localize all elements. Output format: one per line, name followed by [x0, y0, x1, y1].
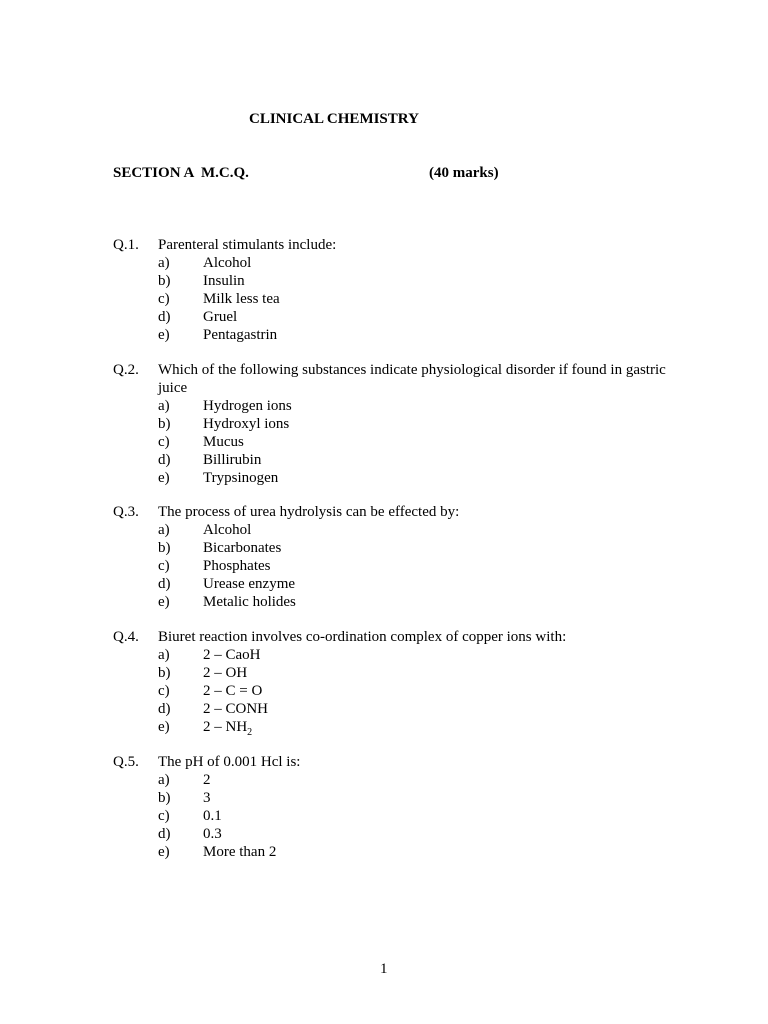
question-row [113, 236, 673, 254]
option-text [203, 575, 295, 593]
option-letter: e) [158, 327, 170, 343]
answer-option [158, 415, 673, 433]
option-text-main: Phosphates [203, 558, 271, 574]
option-letter: e) [158, 470, 170, 486]
option-text-main: 0.1 [203, 808, 222, 824]
question-text: Biuret reaction involves co-ordination complex of copper ions with: [158, 629, 567, 645]
answer-option [158, 557, 673, 575]
option-text [203, 326, 277, 344]
option-text [203, 254, 251, 272]
option-text-main: Hydroxyl ions [203, 416, 290, 432]
question-block [113, 628, 673, 742]
option-letter: a) [158, 647, 170, 663]
option-letter: b) [158, 540, 171, 556]
answer-option [158, 539, 673, 557]
answer-option [158, 397, 673, 415]
option-text-main: Mucus [203, 434, 244, 450]
question-number: Q.3. [113, 504, 139, 520]
option-letter: d) [158, 309, 171, 325]
question-block [113, 236, 673, 344]
option-letter: c) [158, 683, 170, 699]
option-list [158, 646, 673, 742]
option-letter: d) [158, 452, 171, 468]
question-number: Q.1. [113, 237, 139, 253]
option-text [203, 539, 281, 557]
option-letter: b) [158, 665, 171, 681]
question-number: Q.4. [113, 629, 139, 645]
option-text [203, 682, 262, 700]
answer-option [158, 771, 673, 789]
option-text [203, 789, 211, 807]
option-text-main: Gruel [203, 309, 238, 325]
option-text [203, 843, 276, 861]
answer-option [158, 718, 673, 742]
option-text-main: More than 2 [203, 844, 277, 860]
answer-option [158, 272, 673, 290]
option-text [203, 415, 289, 433]
option-text-main: Urease enzyme [203, 576, 296, 592]
option-text-main: 2 – OH [203, 665, 248, 681]
option-text [203, 771, 211, 789]
option-letter: a) [158, 255, 170, 271]
option-text [203, 272, 245, 290]
option-text [203, 521, 251, 539]
question-row [113, 753, 673, 771]
option-letter: e) [158, 594, 170, 610]
option-text-main: Milk less tea [203, 291, 280, 307]
option-text-main: Trypsinogen [203, 470, 279, 486]
question-text: The process of urea hydrolysis can be effected by: [158, 504, 460, 520]
option-text [203, 700, 268, 718]
option-letter: c) [158, 434, 170, 450]
section-label: SECTION A M.C.Q. [113, 165, 249, 181]
option-letter: a) [158, 398, 170, 414]
option-text [203, 825, 222, 843]
answer-option [158, 789, 673, 807]
option-letter: b) [158, 416, 171, 432]
answer-option [158, 521, 673, 539]
option-text-main: 2 – C = O [203, 683, 263, 699]
document-title: CLINICAL CHEMISTRY [249, 111, 419, 127]
answer-option [158, 807, 673, 825]
option-text-main: 2 – CaoH [203, 647, 261, 663]
option-letter: d) [158, 576, 171, 592]
option-text [203, 469, 278, 487]
option-text-main: Bicarbonates [203, 540, 282, 556]
option-text-main: Pentagastrin [203, 327, 278, 343]
option-text [203, 557, 271, 575]
answer-option [158, 646, 673, 664]
answer-option [158, 825, 673, 843]
question-text: Parenteral stimulants include: [158, 237, 337, 253]
option-text-main: 3 [203, 790, 211, 806]
option-text-main: Alcohol [203, 255, 252, 271]
question-text: Which of the following substances indicate physiological disorder if found in gastric juice [158, 362, 666, 396]
question-text: The pH of 0.001 Hcl is: [158, 754, 301, 770]
option-letter: e) [158, 719, 170, 735]
question-row [113, 628, 673, 646]
option-letter: a) [158, 772, 170, 788]
answer-option [158, 575, 673, 593]
option-list [158, 397, 673, 487]
answer-option [158, 451, 673, 469]
question-row [113, 361, 673, 397]
option-letter: c) [158, 558, 170, 574]
answer-option [158, 254, 673, 272]
option-list [158, 521, 673, 611]
option-letter: a) [158, 522, 170, 538]
option-text [203, 290, 280, 308]
option-text [203, 646, 261, 664]
option-text [203, 807, 222, 825]
option-text [203, 397, 292, 415]
option-text-main: 2 – CONH [203, 701, 269, 717]
question-number: Q.2. [113, 362, 139, 378]
answer-option [158, 326, 673, 344]
page-number: 1 [380, 961, 388, 977]
option-letter: d) [158, 701, 171, 717]
question-block [113, 361, 673, 487]
answer-option [158, 664, 673, 682]
option-letter: c) [158, 291, 170, 307]
option-list [158, 254, 673, 344]
option-text-main: 0.3 [203, 826, 222, 842]
option-letter: b) [158, 273, 171, 289]
option-text [203, 718, 252, 742]
answer-option [158, 700, 673, 718]
answer-option [158, 682, 673, 700]
option-text [203, 308, 237, 326]
question-block [113, 753, 673, 861]
question-row [113, 503, 673, 521]
option-list [158, 771, 673, 861]
option-letter: e) [158, 844, 170, 860]
option-letter: d) [158, 826, 171, 842]
option-text [203, 433, 244, 451]
option-letter: b) [158, 790, 171, 806]
option-text [203, 664, 247, 682]
answer-option [158, 308, 673, 326]
option-text [203, 451, 261, 469]
option-text-main: 2 – NH [203, 719, 248, 735]
option-text-main: Billirubin [203, 452, 262, 468]
answer-option [158, 290, 673, 308]
answer-option [158, 593, 673, 611]
option-subscript: 2 [247, 727, 253, 738]
question-block [113, 503, 673, 611]
option-letter: c) [158, 808, 170, 824]
option-text-main: Metalic holides [203, 594, 296, 610]
answer-option [158, 433, 673, 451]
option-text-main: Insulin [203, 273, 245, 289]
answer-option [158, 843, 673, 861]
answer-option [158, 469, 673, 487]
section-marks: (40 marks) [429, 165, 499, 181]
option-text-main: 2 [203, 772, 211, 788]
option-text [203, 593, 296, 611]
option-text-main: Alcohol [203, 522, 252, 538]
question-number: Q.5. [113, 754, 139, 770]
option-text-main: Hydrogen ions [203, 398, 292, 414]
